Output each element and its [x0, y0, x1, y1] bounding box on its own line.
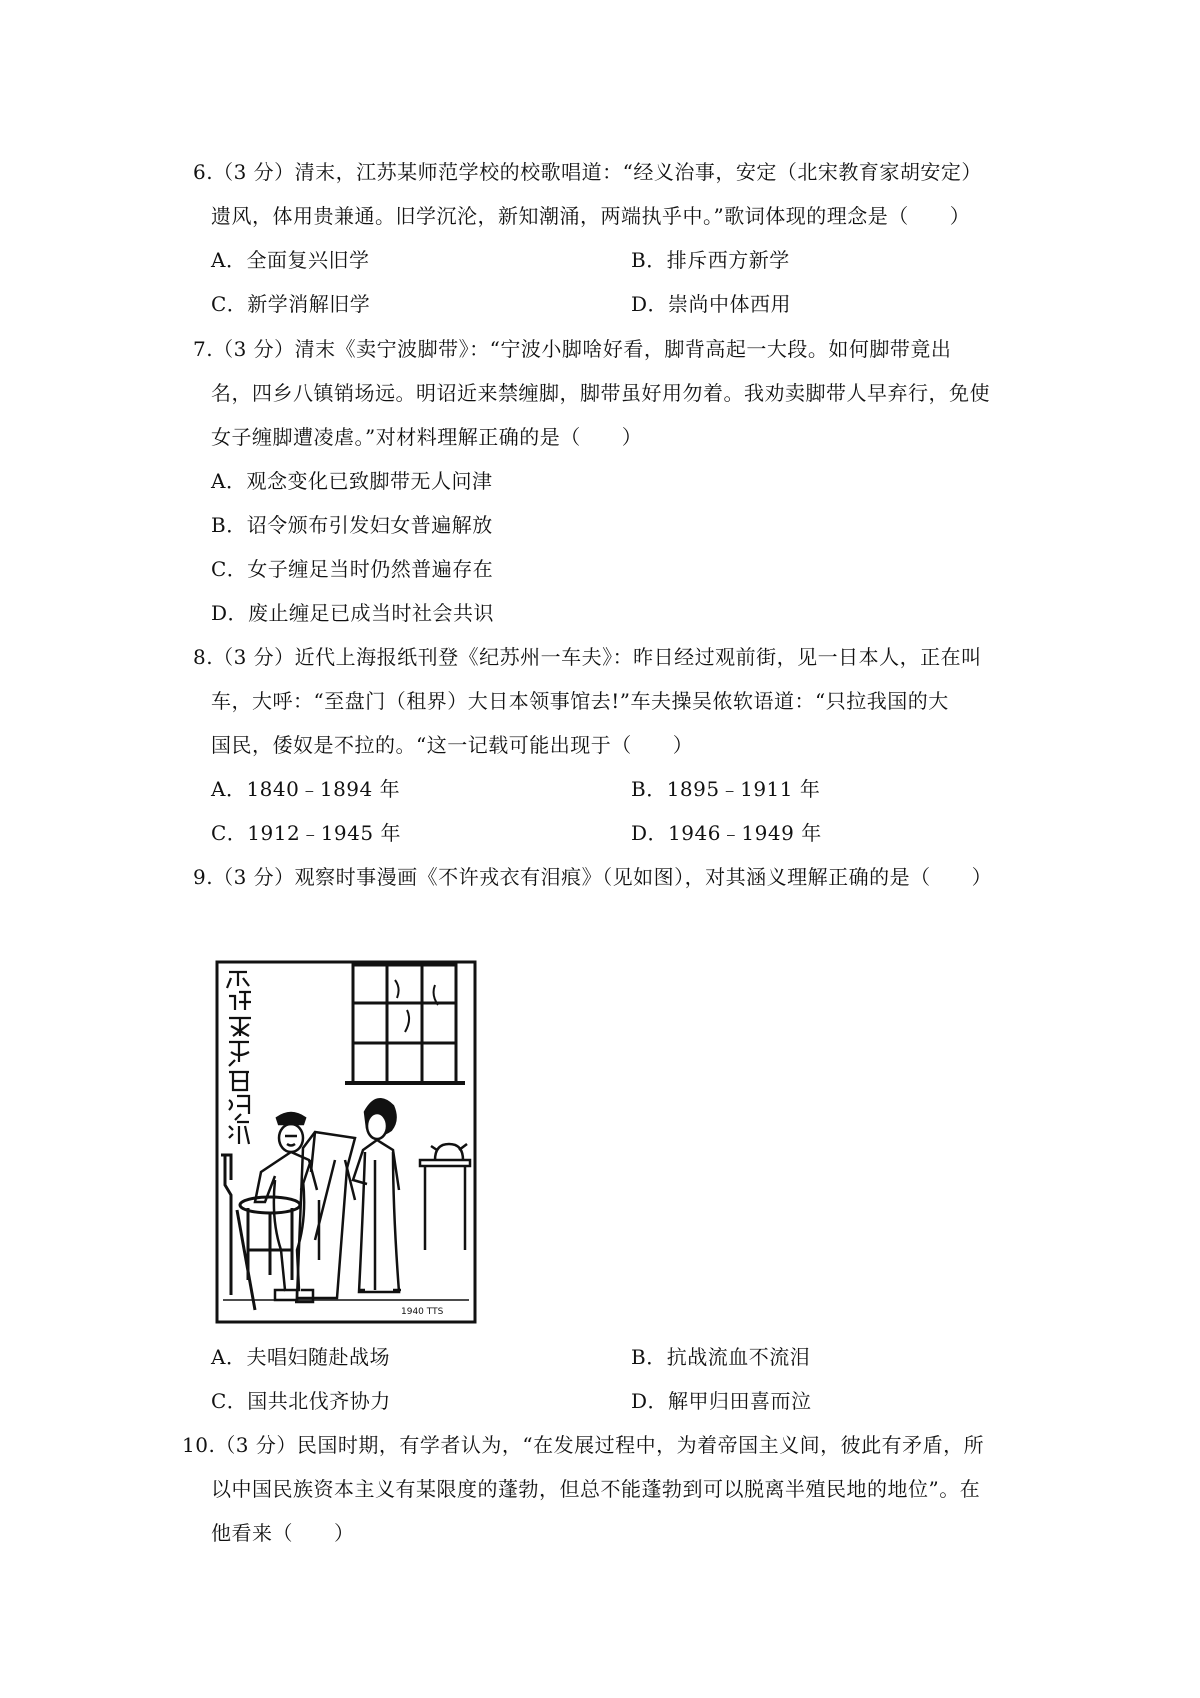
cartoon-signature: 1940 TTS — [401, 1307, 444, 1317]
question-9-line-1 — [193, 865, 992, 889]
question-8-option-c[interactable]: C．1912﹣1945 年 — [211, 821, 401, 845]
question-6-option-b[interactable]: B．排斥西方新学 — [631, 248, 790, 272]
question-6-option-c[interactable]: C．新学消解旧学 — [211, 292, 371, 316]
question-6-option-d[interactable]: D．崇尚中体西用 — [631, 292, 792, 316]
question-10-line-3: 他看来（ ） — [211, 1521, 355, 1545]
question-stem-text: （3 分）观察时事漫画《不许戎衣有泪痕》（见如图），对其涵义理解正确的是（ ） — [213, 865, 993, 889]
question-6-line-2: 遗风，体用贵兼通。旧学沉沦，新知潮涌，两端执乎中。”歌词体现的理念是（ ） — [211, 204, 971, 228]
question-9-option-d[interactable]: D．解甲归田喜而泣 — [631, 1389, 812, 1413]
question-10-line-1 — [182, 1433, 984, 1457]
question-stem-text: （3 分）民国时期，有学者认为，“在发展过程中，为着帝国主义间，彼此有矛盾，所 — [215, 1433, 985, 1457]
question-8-option-d[interactable]: D．1946﹣1949 年 — [631, 821, 822, 845]
question-7-option-c[interactable]: C．女子缠足当时仍然普遍存在 — [211, 557, 494, 581]
question-7-option-b[interactable]: B．诏令颁布引发妇女普遍解放 — [211, 513, 493, 537]
question-stem-text: （3 分）清末，江苏某师范学校的校歌唱道：“经义治事，安定（北宋教育家胡安定） — [213, 160, 982, 184]
question-7-line-3: 女子缠脚遭凌虐。”对材料理解正确的是（ ） — [211, 425, 643, 449]
question-7-line-2: 名，四乡八镇销场远。明诏近来禁缠脚，脚带虽好用勿着。我劝卖脚带人早弃行，免使 — [211, 381, 990, 405]
question-number: 6. — [193, 160, 214, 184]
question-number: 9. — [193, 865, 214, 889]
question-stem-text: （3 分）近代上海报纸刊登《纪苏州一车夫》：昨日经过观前街，见一日本人，正在叫 — [213, 645, 982, 669]
question-number: 8. — [193, 645, 214, 669]
question-number: 10. — [182, 1433, 216, 1457]
question-7-option-a[interactable]: A．观念变化已致脚带无人问津 — [211, 469, 493, 493]
question-number: 7. — [193, 337, 214, 361]
question-9-option-b[interactable]: B．抗战流血不流泪 — [631, 1345, 811, 1369]
question-8-option-b[interactable]: B．1895﹣1911 年 — [631, 777, 821, 801]
question-stem-text: （3 分）清末《卖宁波脚带》：“宁波小脚啥好看，脚背高起一大段。如何脚带竟出 — [213, 337, 952, 361]
question-6-line-1 — [193, 160, 982, 184]
question-8-option-a[interactable]: A．1840﹣1894 年 — [211, 777, 401, 801]
question-9-option-a[interactable]: A．夫唱妇随赴战场 — [211, 1345, 390, 1369]
question-10-line-2: 以中国民族资本主义有某限度的蓬勃，但总不能蓬勃到可以脱离半殖民地的地位”。在 — [211, 1477, 981, 1501]
cartoon-illustration — [215, 960, 477, 1324]
question-7-option-d[interactable]: D．废止缠足已成当时社会共识 — [211, 601, 495, 625]
question-8-line-3: 国民，倭奴是不拉的。“这一记载可能出现于（ ） — [211, 733, 694, 757]
question-8-line-2: 车，大呼：“至盘门（租界）大日本领事馆去!”车夫操吴侬软语道：“只拉我国的大 — [211, 689, 949, 713]
question-8-line-1 — [193, 645, 982, 669]
question-7-line-1 — [193, 337, 951, 361]
question-6-option-a[interactable]: A．全面复兴旧学 — [211, 248, 370, 272]
question-9-option-c[interactable]: C．国共北伐齐协力 — [211, 1389, 391, 1413]
